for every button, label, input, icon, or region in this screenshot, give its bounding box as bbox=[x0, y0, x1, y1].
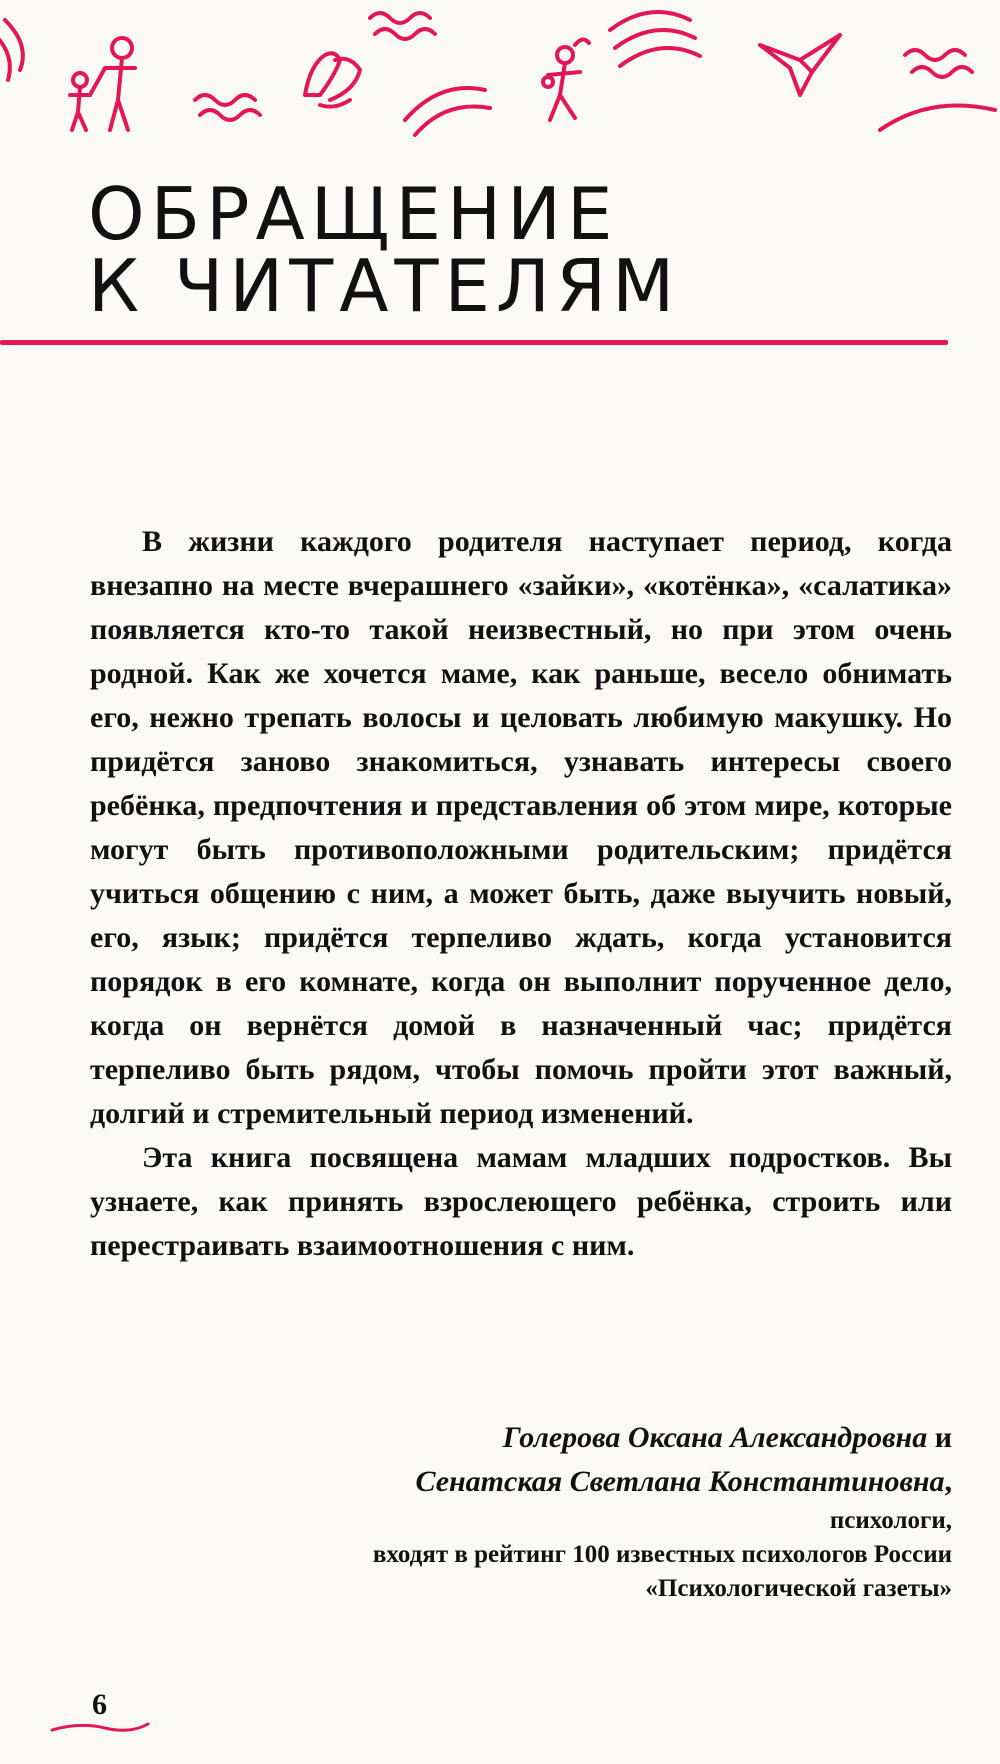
title-line-2: К ЧИТАТЕЛЯМ bbox=[88, 244, 681, 328]
paragraph-1: В жизни каждого родителя наступает период, когда внезапно на месте вчерашнего «зайки», «котёнка», «салатика» появляется кто-то такой неизвестный, но при этом очень родной. Как же хочется маме, как раньше, весело обнимать его, нежно трепать волосы и целовать любимую макушку. Но придётся заново знакомиться, узнавать интересы своего ребёнка, предпочтения и представления об этом мире, которые могут быть противоположными родительским; придётся учиться общению с ним, а может быть, даже выучить новый, его, язык; придётся терпеливо ждать, когда установится порядок в его комнате, когда он выполнит порученное дело, когда он вернётся домой в назначенный час; придётся терпеливо быть рядом, чтобы помочь пройти этот важный, долгий и стремительный период изменений. bbox=[90, 525, 952, 1130]
arc-right-decoration bbox=[880, 106, 995, 131]
title-line-1: ОБРАЩЕНИЕ bbox=[88, 172, 619, 256]
arc-left-decoration bbox=[0, 20, 23, 80]
body-text bbox=[90, 520, 952, 1268]
signature-line-1 bbox=[132, 1416, 952, 1460]
decorative-header bbox=[0, 0, 1000, 150]
signature-joiner: и bbox=[934, 1421, 952, 1454]
parent-and-child-icon bbox=[70, 38, 135, 130]
wave-decoration bbox=[370, 13, 435, 39]
paper-bird-icon bbox=[760, 35, 840, 95]
child-with-balloon-icon bbox=[543, 39, 589, 120]
author-name-2: Сенатская Светлана Константиновна bbox=[415, 1465, 945, 1498]
wave-decoration bbox=[905, 50, 972, 77]
credential-role: психологи, bbox=[829, 1507, 952, 1534]
credential-source: «Психологической газеты» bbox=[645, 1575, 952, 1602]
page-number: 6 bbox=[92, 1688, 107, 1721]
page-number-swash bbox=[50, 1716, 150, 1736]
hands-icon bbox=[305, 53, 360, 106]
paragraph-2: Эта книга посвящена мамам младших подростков. Вы узнаете, как принять взрослеющего ребёнка, строить или перестраивать взаимоотношения с ним. bbox=[90, 1141, 952, 1262]
page-title bbox=[88, 172, 681, 328]
signature-line-2 bbox=[132, 1460, 952, 1504]
arc-decoration bbox=[405, 88, 490, 135]
title-underline bbox=[0, 340, 948, 345]
arc-decoration bbox=[610, 12, 700, 66]
author-name-1: Голерова Оксана Александровна bbox=[502, 1421, 928, 1454]
signature-comma: , bbox=[944, 1465, 952, 1498]
credential-rating: входят в рейтинг 100 известных психологов России bbox=[372, 1541, 952, 1568]
wave-decoration bbox=[195, 95, 260, 120]
signature-block bbox=[132, 1416, 952, 1606]
